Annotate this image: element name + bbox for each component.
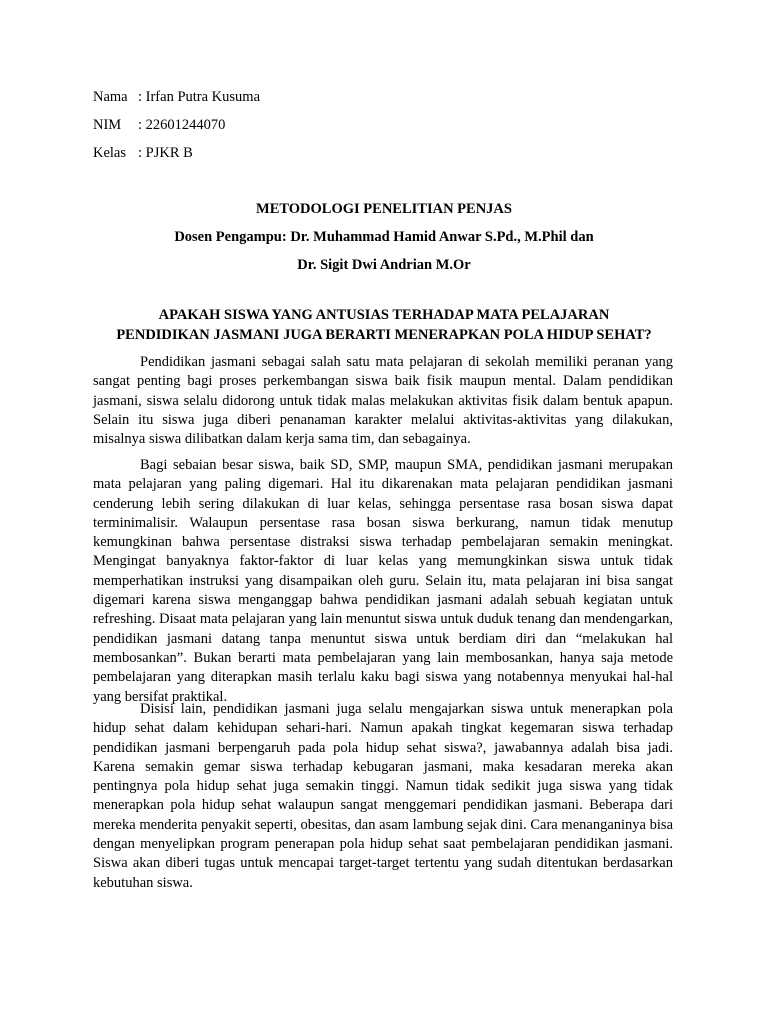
paragraph-1: Pendidikan jasmani sebagai salah satu mata pelajaran di sekolah memiliki peranan yang sangat penting bagi proses perkembangan siswa baik fisik maupun mental. Dalam pendidikan jasmani, siswa selalu didorong untuk tidak malas melakukan aktivitas fisik dalam bentuk apapun. Selain itu siswa juga diberi penanaman karakter melalui aktivitas-aktivitas yang dilakukan, misalnya siswa dilibatkan dalam kerja sama tim, dan sebagainya. [93,354,673,448]
course-title: METODOLOGI PENELITIAN PENJAS [256,201,512,217]
name-label: Nama [93,89,128,105]
nim-label: NIM [93,117,122,133]
class-value: : PJKR B [138,145,193,161]
student-class-row [93,144,193,162]
nim-value: : 22601244070 [138,117,226,133]
essay-title-line-2: PENDIDIKAN JASMANI JUGA BERARTI MENERAPKAN POLA HIDUP SEHAT? [116,327,652,343]
essay-title [88,305,680,345]
essay-title-line-1: APAKAH SISWA YANG ANTUSIAS TERHADAP MATA PELAJARAN [158,307,610,323]
lecturer-line-1: Dosen Pengampu: Dr. Muhammad Hamid Anwar S.Pd., M.Phil dan [174,229,594,245]
name-value: : Irfan Putra Kusuma [138,89,261,105]
class-label: Kelas [93,145,127,161]
student-nim-row [93,116,225,134]
paragraph-2: Bagi sebaian besar siswa, baik SD, SMP, maupun SMA, pendidikan jasmani merupakan mata pelajaran yang paling digemari. Hal itu dikarenakan mata pelajaran pendidikan jasmani cenderung lebih sering dilakukan di luar kelas, sehingga persentase rasa bosan siswa dapat terminimalisir. Walaupun persentase rasa bosan siswa berkurang, namun tidak menutup kemungkinan bahwa persentase distraksi siswa terhadap pembelajaran semakin meningkat. Mengingat banyaknya faktor-faktor di luar kelas yang memungkinkan siswa untuk tidak memperhatikan instruksi yang disampaikan oleh guru. Selain itu, mata pelajaran ini bisa sangat digemari karena siswa menganggap bahwa pendidikan jasmani adalah sebuah kegiatan untuk refreshing. Disaat mata pelajaran yang lain menuntut siswa untuk duduk tenang dan mendengarkan, pendidikan jasmani datang tanpa menuntut siswa untuk berdiam diri dan “melakukan hal membosankan”. Bukan berarti mata pembelajaran yang lain membosankan, hanya saja metode pembelajaran yang diterapkan masih terlalu kaku bagi siswa yang notabennya menyukai hal-hal yang bersifat praktikal. [93,457,673,705]
student-name-row [93,88,260,106]
paragraph-3: Disisi lain, pendidikan jasmani juga selalu mengajarkan siswa untuk menerapkan pola hidup sehat dalam kehidupan sehari-hari. Namun apakah tingkat kegemaran siswa terhadap pendidikan jasmani berpengaruh pada pola hidup sehat siswa?, jawabannya adalah bisa jadi. Karena semakin gemar siswa terhadap kebugaran jasmani, maka kesadaran mereka akan pentingnya pola hidup sehat juga semakin tinggi. Namun tidak sedikit juga siswa yang tidak menerapkan pola hidup sehat walaupun sangat menggemari pendidikan jasmani. Beberapa dari mereka menderita penyakit seperti, obesitas, dan asam lambung sejak dini. Cara menanganinya bisa dengan menyelipkan program penerapan pola hidup sehat saat pembelajaran pendidikan jasmani. Siswa akan diberi tugas untuk mencapai target-target tertentu yang sudah ditentukan berdasarkan kebutuhan siswa. [93,701,673,891]
lecturer-line-2: Dr. Sigit Dwi Andrian M.Or [297,257,471,273]
